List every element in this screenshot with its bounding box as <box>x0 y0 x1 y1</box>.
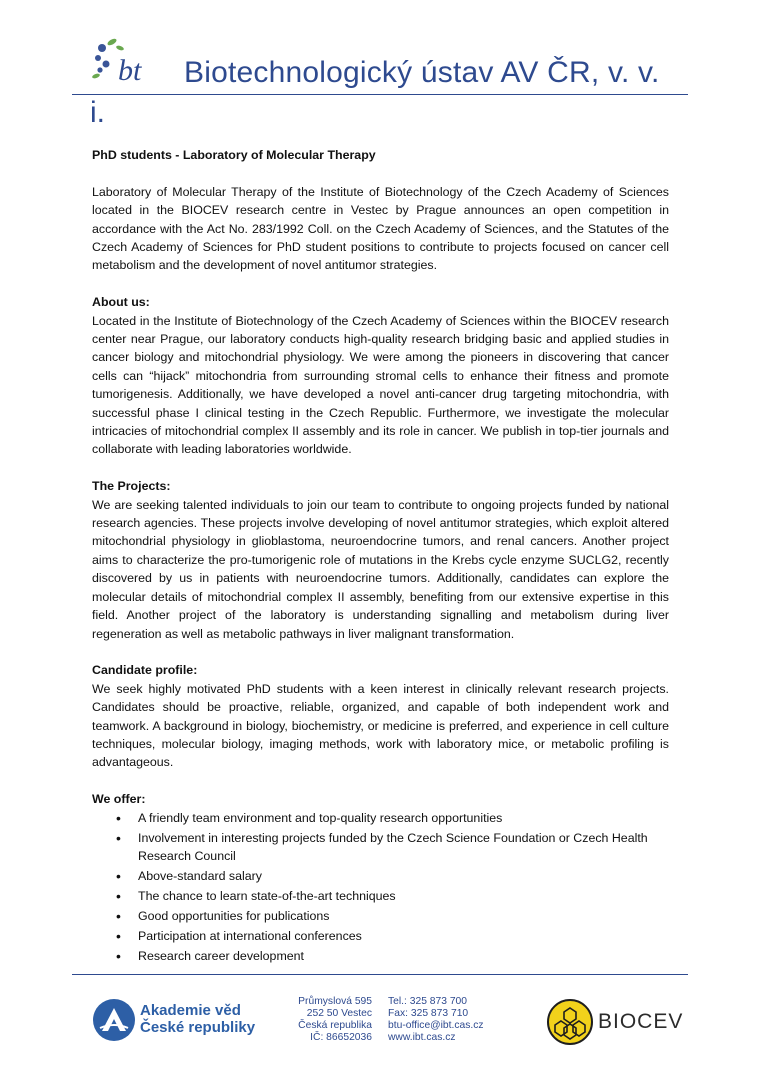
contact-block <box>388 996 484 1044</box>
biocev-name: BIOCEV <box>598 1010 684 1033</box>
projects-paragraph: We are seeking talented individuals to join our team to contribute to ongoing projects funded by national research agencies. These projects involve developing of novel antitumor strategies, which exploit altered mitochondrial physiology in glioblastoma, neuroendocrine tumors, and renal cancers. Another project aims to characterize the pro-tumorigenic role of mutations in the Krebs cycle enzyme SUCLG2, recently discovered by us in patients with neuroendocrine tumors. Additionally, candidates can explore the molecular details of mitochondrial complex II assembly, benefiting from our extensive expertise in this field. Another project of the laboratory is understanding signalling and metabolism during liver regeneration as well as metabolic pathways in liver malignant transformation. <box>92 497 669 641</box>
candidate-heading: Candidate profile: <box>92 663 198 678</box>
offer-list <box>92 809 669 966</box>
fax: Fax: 325 873 710 <box>388 1008 469 1019</box>
footer <box>72 988 688 1058</box>
ibt-logo-text: bt <box>118 54 142 87</box>
address-line: 252 50 Vestec <box>306 1008 372 1019</box>
phone: Tel.: 325 873 700 <box>388 996 468 1007</box>
email-link[interactable]: btu-office@ibt.cas.cz <box>388 1020 484 1031</box>
list-item: • Participation at international conferences <box>138 927 669 945</box>
akademie-line1: Akademie věd <box>140 1002 241 1019</box>
list-item: • The chance to learn state-of-the-art techniques <box>138 887 669 905</box>
akademie-logo-icon <box>92 998 136 1042</box>
institute-name-wrap: i. <box>90 96 105 129</box>
candidate-paragraph: We seek highly motivated PhD students with a keen interest in clinically relevant research projects. Candidates should be proactive, reliable, organized, and capable of both independent work and teamwork. A background in biology, biochemistry, or medicine is preferred, and experience in cell culture techniques, molecular biology, imaging methods, work with laboratory mice, or metabolic profiling is advantageous. <box>92 681 669 770</box>
document-body <box>92 146 669 967</box>
akademie-name <box>140 1002 255 1036</box>
footer-divider <box>72 974 688 975</box>
about-paragraph: Located in the Institute of Biotechnology of the Czech Academy of Sciences within the BIOCEV research center near Prague, our laboratory conducts high-quality research bridging basic and applied studies in cancer biology and mitochondrial physiology. We were among the pioneers in discovering that cancer cells can “hijack” mitochondria from surrounding stromal cells to enhance their fitness and promote tumorigenesis. Additionally, we have developed a novel anti-cancer drug targeting mitochondria, with successful phase I clinical testing in the Czech Republic. Furthermore, we investigate the molecular intricacies of mitochondrial complex II assembly and its role in cancer. We publish in top-tier journals and collaborate with leading laboratories worldwide. <box>92 313 669 457</box>
address-line: Průmyslová 595 <box>298 996 372 1007</box>
about-heading: About us: <box>92 295 150 310</box>
intro-paragraph: Laboratory of Molecular Therapy of the Institute of Biotechnology of the Czech Academy of Sciences located in the BIOCEV research centre in Vestec by Prague announces an open competition in accordance with the Act No. 283/1992 Coll. on the Czech Academy of Sciences, and the Statutes of the Czech Academy of Sciences for PhD student positions to contribute to projects focused on cancer cell metabolism and the development of novel antitumor strategies. <box>92 184 669 273</box>
akademie-line2: České republiky <box>140 1019 256 1036</box>
address-line: IČ: 86652036 <box>310 1032 372 1043</box>
list-item: • A friendly team environment and top-quality research opportunities <box>138 809 669 827</box>
website-link[interactable]: www.ibt.cas.cz <box>388 1032 456 1043</box>
address-block <box>278 996 372 1044</box>
institute-name: Biotechnologický ústav AV ČR, v. v. <box>184 56 660 89</box>
offer-heading: We offer: <box>92 792 146 807</box>
document-title: PhD students - Laboratory of Molecular Therapy <box>92 148 376 162</box>
list-item: • Research career development <box>138 947 669 965</box>
ibt-logo-icon <box>90 34 170 90</box>
address-line: Česká republika <box>298 1020 372 1031</box>
list-item: • Above-standard salary <box>138 867 669 885</box>
header-divider <box>72 94 688 95</box>
projects-heading: The Projects: <box>92 479 171 494</box>
biocev-logo-icon <box>546 998 594 1046</box>
letterhead <box>72 30 688 129</box>
list-item: • Good opportunities for publications <box>138 907 669 925</box>
list-item: • Involvement in interesting projects funded by the Czech Science Foundation or Czech Health Research Council <box>138 829 669 866</box>
